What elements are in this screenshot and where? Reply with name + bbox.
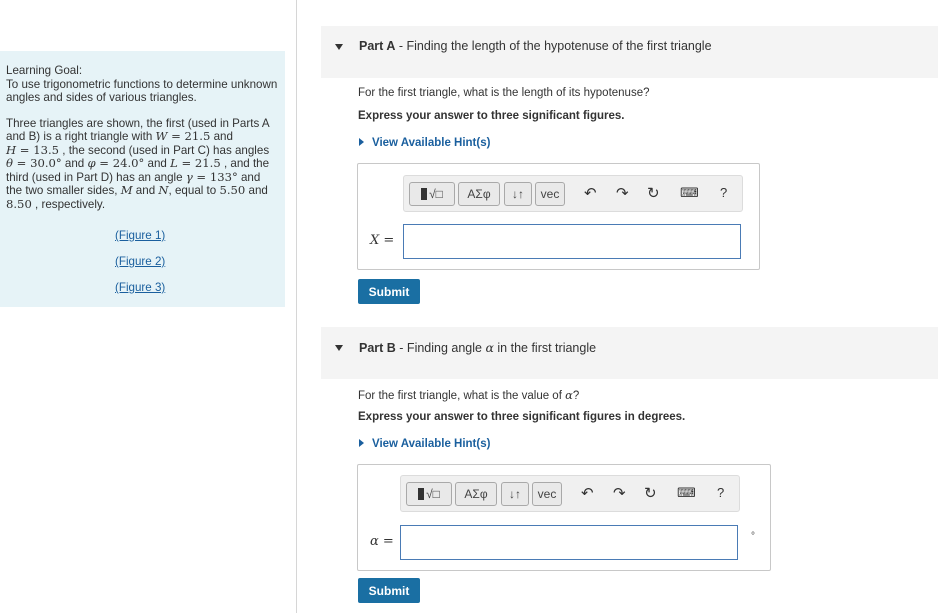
val-h: = 13.5 (16, 142, 60, 157)
undo-icon[interactable]: ↶ (581, 485, 594, 502)
desc-text: and (132, 184, 159, 197)
var-alpha: α (485, 340, 494, 355)
hint-label: View Available Hint(s) (372, 137, 491, 149)
hint-label: View Available Hint(s) (372, 438, 491, 450)
var-h: H (6, 142, 17, 157)
collapse-caret-icon[interactable] (335, 345, 343, 351)
part-a-answer-box (357, 163, 760, 270)
part-a-label: Part A (359, 39, 396, 53)
part-a-question: For the first triangle, what is the length of its hypotenuse? (358, 87, 650, 99)
var-w: W (155, 129, 168, 143)
desc-text: and (245, 184, 268, 197)
figure-2-link[interactable]: (Figure 2) (115, 255, 166, 268)
val-l: = 21.5 (177, 156, 221, 170)
greek-label: ΑΣφ (464, 487, 488, 501)
expand-triangle-icon (359, 439, 364, 447)
vec-label: vec (540, 187, 560, 201)
redo-icon[interactable]: ↷ (613, 485, 626, 502)
part-b-label: Part B (359, 341, 396, 355)
desc-text: , respectively. (31, 197, 106, 211)
var-alpha: α (370, 534, 379, 549)
val-gamma: = 133° (192, 169, 238, 184)
desc-text: and the two smaller sides, (6, 170, 261, 197)
desc-text: Three triangles are shown, the first (used in Parts A and B) is a right triangle with (6, 116, 269, 143)
part-b-variable-label (370, 533, 394, 549)
var-n: N (158, 183, 169, 197)
column-divider (296, 0, 297, 613)
part-b-title-text: in the first triangle (493, 341, 597, 355)
part-a-variable-label (370, 232, 394, 248)
expand-triangle-icon (359, 138, 364, 146)
part-b-submit-button[interactable]: Submit (358, 578, 420, 603)
arrows-button[interactable] (501, 482, 529, 506)
var-m: M (120, 183, 133, 197)
collapse-caret-icon[interactable] (335, 44, 343, 50)
desc-text: , equal to (168, 184, 220, 197)
templates-button[interactable] (409, 182, 455, 206)
val-w: = 21.5 (167, 129, 211, 143)
block-icon (421, 188, 427, 200)
part-b-instruction: Express your answer to three significant figures in degrees. (358, 411, 686, 423)
math-toolbar (400, 475, 740, 512)
figure-1-link[interactable]: (Figure 1) (115, 229, 166, 242)
learning-goal-panel (0, 51, 285, 307)
arrows-button[interactable] (504, 182, 532, 206)
redo-icon[interactable]: ↷ (616, 185, 629, 202)
part-b-hint-link[interactable] (359, 438, 490, 450)
reset-icon[interactable]: ↻ (647, 185, 660, 202)
part-b-answer-input[interactable] (400, 525, 738, 560)
vec-label: vec (537, 487, 557, 501)
vector-button[interactable] (535, 182, 565, 206)
greek-button[interactable] (458, 182, 500, 206)
val-theta: = 30.0° (12, 156, 62, 170)
part-a-submit-button[interactable]: Submit (358, 279, 420, 304)
part-b-title (359, 340, 596, 355)
learning-goal-title: Learning Goal: (6, 64, 83, 77)
desc-text: and (144, 157, 171, 170)
degree-unit: ° (751, 531, 755, 542)
question-text: For the first triangle, what is the value of (358, 390, 566, 402)
templates-label: √□ (426, 487, 440, 501)
desc-text: , the second (used in Part C) has angles (59, 143, 270, 157)
help-icon[interactable]: ? (717, 485, 725, 500)
eq-sign: = (378, 534, 394, 549)
keyboard-icon[interactable]: ⌨ (680, 185, 699, 200)
part-b-answer-box (357, 464, 771, 571)
val-m: 5.50 (219, 183, 246, 197)
vector-button[interactable] (532, 482, 562, 506)
problem-description (6, 117, 279, 212)
part-a-answer-input[interactable] (403, 224, 741, 259)
undo-icon[interactable]: ↶ (584, 185, 597, 202)
var-theta: θ (6, 156, 13, 170)
reset-icon[interactable]: ↻ (644, 485, 657, 502)
greek-button[interactable] (455, 482, 497, 506)
templates-button[interactable] (406, 482, 452, 506)
learning-goal-text: To use trigonometric functions to determine unknown angles and sides of various triangles. (6, 77, 278, 104)
desc-text: , and the third (used in Part D) has an angle (6, 157, 270, 184)
greek-label: ΑΣφ (467, 187, 491, 201)
part-b-title-text: - Finding angle (395, 341, 486, 355)
keyboard-icon[interactable]: ⌨ (677, 485, 696, 500)
var-gamma: γ (185, 169, 193, 184)
part-a-title (359, 39, 712, 53)
val-n: 8.50 (6, 196, 32, 211)
part-a-hint-link[interactable] (359, 137, 490, 149)
question-text: ? (572, 390, 580, 402)
arrows-label: ↓↑ (512, 187, 524, 201)
block-icon (418, 488, 424, 500)
part-b-question (358, 388, 579, 402)
var-phi: φ (87, 156, 96, 170)
desc-text: and (210, 130, 233, 143)
part-a-title-text: - Finding the length of the hypotenuse of the first triangle (395, 39, 712, 53)
figure-3-link[interactable]: (Figure 3) (115, 281, 166, 294)
desc-text: and (61, 157, 88, 170)
templates-label: √□ (429, 187, 443, 201)
math-toolbar (403, 175, 743, 212)
val-phi: = 24.0° (95, 156, 145, 170)
var-x: X (370, 233, 380, 248)
eq-sign: = (379, 233, 395, 248)
var-l: L (170, 156, 178, 170)
arrows-label: ↓↑ (509, 487, 521, 501)
var-alpha: α (565, 388, 573, 402)
help-icon[interactable]: ? (720, 185, 728, 200)
part-a-instruction: Express your answer to three significant figures. (358, 110, 625, 122)
